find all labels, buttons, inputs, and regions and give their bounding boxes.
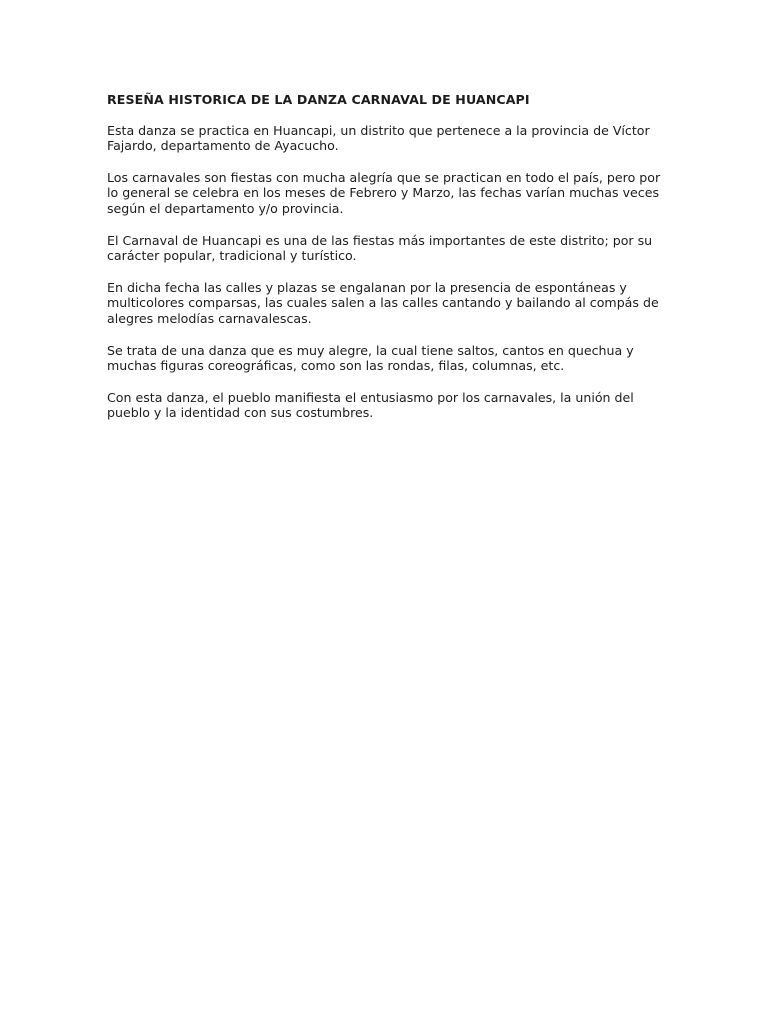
paragraph-line: alegres melodías carnavalescas. [107,310,312,326]
paragraph-line: multicolores comparsas, las cuales salen a las calles cantando y bailando al compás de [107,295,659,311]
paragraph-5 [107,343,667,374]
paragraph-line: Se trata de una danza que es muy alegre, la cual tiene saltos, cantos en quechua y [107,342,634,358]
paragraph-line: según el departamento y/o provincia. [107,200,344,216]
paragraph-line: carácter popular, tradicional y turístico. [107,248,357,264]
paragraph-3 [107,233,667,264]
paragraph-line: pueblo y la identidad con sus costumbres. [107,405,374,421]
paragraph-line: Los carnavales son fiestas con mucha alegría que se practican en todo el país, pero por [107,169,661,185]
paragraph-1 [107,123,667,154]
paragraph-line: Con esta danza, el pueblo manifiesta el entusiasmo por los carnavales, la unión del [107,389,634,405]
document-body [107,92,667,437]
paragraph-line: muchas figuras coreográficas, como son las rondas, filas, columnas, etc. [107,358,565,374]
paragraph-4 [107,280,667,327]
paragraph-line: Esta danza se practica en Huancapi, un distrito que pertenece a la provincia de Víctor [107,122,650,138]
document-title: RESEÑA HISTORICA DE LA DANZA CARNAVAL DE HUANCAPI [107,92,530,107]
paragraph-line: Fajardo, departamento de Ayacucho. [107,138,339,154]
paragraph-line: El Carnaval de Huancapi es una de las fiestas más importantes de este distrito; por su [107,232,653,248]
paragraph-6 [107,390,667,421]
paragraph-line: lo general se celebra en los meses de Febrero y Marzo, las fechas varían muchas veces [107,185,660,201]
paragraph-2 [107,170,667,217]
paragraph-line: En dicha fecha las calles y plazas se engalanan por la presencia de espontáneas y [107,279,627,295]
